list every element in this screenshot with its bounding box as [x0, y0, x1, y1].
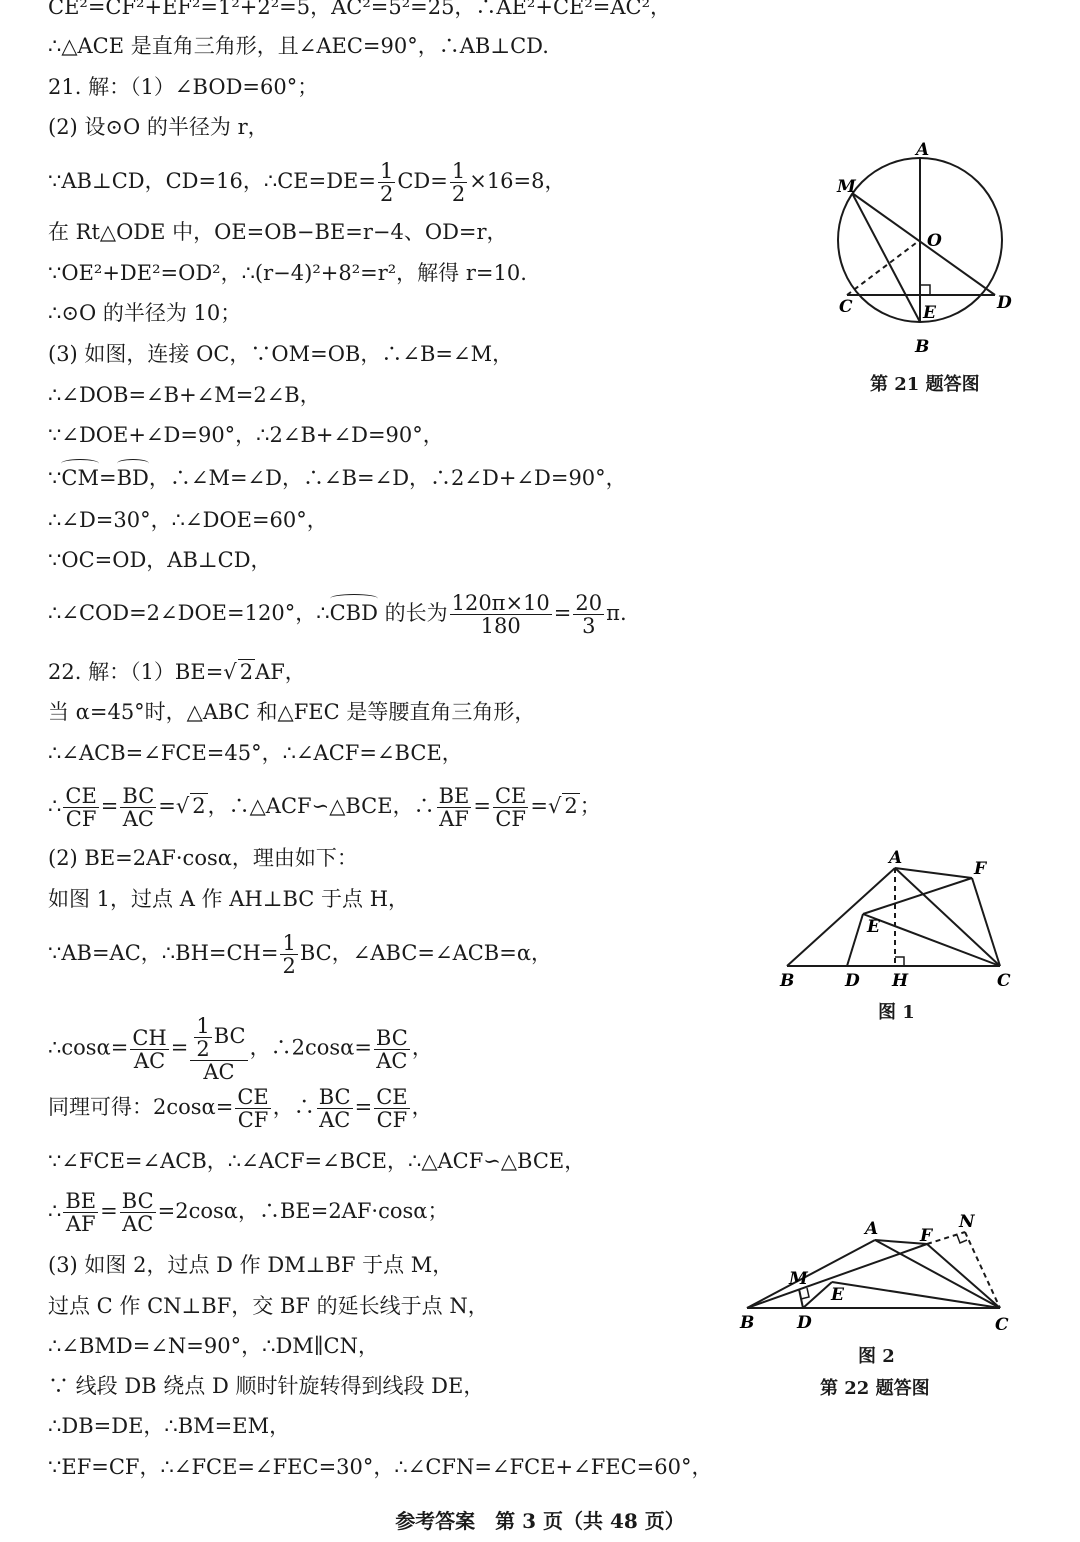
text-line: ∵AB⊥CD，CD=16，∴CE=DE= $\frac{1}{2}$ CD= $\frac{1}{2}$ ×16=8，: [48, 159, 566, 206]
point-label: M: [789, 1269, 808, 1289]
fraction: $\frac{1}{2}$: [379, 159, 394, 206]
text-line: ∴cosα= $\frac{CH}{AC}$ = $\frac{1}{2}$ BC AC ，∴2cosα= $\frac{BC}{AC}$ ，: [48, 1014, 433, 1084]
text-line: ∴∠D=30°，∴∠DOE=60°，: [48, 508, 328, 532]
sqrt: √ 2: [223, 660, 254, 684]
text-line: 当 α=45°时，△ABC 和△FEC 是等腰直角三角形，: [48, 700, 536, 724]
text-line: ∵OC=OD，AB⊥CD，: [48, 548, 272, 572]
segment-md: [852, 193, 995, 295]
point-label: D: [845, 971, 860, 991]
text-line: CE²=CF²+EF²=1²+2²=5，AC²=5²=25，∴AE²+CE²=AC²，: [48, 0, 672, 19]
text-line: (2) BE=2AF·cosα，理由如下：: [48, 846, 358, 870]
fraction: $\frac{CE}{CF}$: [65, 784, 97, 831]
text-line: ∵∠DOE+∠D=90°，∴2∠B+∠D=90°，: [48, 423, 444, 447]
fraction: $\frac{1}{2}$ BC AC: [190, 1015, 247, 1083]
point-label: E: [867, 917, 880, 937]
point-label: B: [915, 337, 930, 357]
point-label: B: [740, 1313, 755, 1333]
fraction: $\frac{120\pi\times 10}{180}$: [451, 591, 550, 638]
point-label: N: [959, 1212, 975, 1232]
page-footer: 参考答案 第 3 页（共 48 页）: [395, 1509, 685, 1533]
solution-22-heading: 22. 解：（1）BE=√ 2AF，: [48, 657, 306, 687]
text-line: ∴∠COD=2∠DOE=120°，∴CBD 的长为 $\frac{120\pi\times 10}{180}$ = $\frac{20}{3}$ π.: [48, 591, 627, 638]
text-line: (2) 设⊙O 的半径为 r，: [48, 115, 269, 139]
point-label: O: [927, 231, 942, 251]
text-line: ∴ $\frac{CE}{CF}$ = $\frac{BC}{AC}$ =√ 2，∴△ACF∽△BCE，∴ $\frac{BE}{AF}$ = $\frac{CE}{CF}$ =√ 2；: [48, 784, 601, 831]
point-label: C: [997, 971, 1011, 991]
text-line: ∴∠BMD=∠N=90°，∴DM∥CN，: [48, 1334, 379, 1358]
figure-22-caption: 第 22 题答图: [820, 1378, 930, 1399]
point-label: F: [920, 1226, 933, 1246]
fraction: $\frac{20}{3}$: [575, 591, 603, 638]
segment-oc-dashed: [847, 240, 920, 295]
segment-af: [895, 868, 972, 878]
point-label: E: [831, 1285, 844, 1305]
figure-22-1: [775, 848, 1025, 993]
text-line: ∴∠DOB=∠B+∠M=2∠B，: [48, 383, 321, 407]
fraction: $\frac{BE}{AF}$: [65, 1189, 97, 1236]
right-angle-mark: [801, 1288, 809, 1299]
fraction: $\frac{BC}{AC}$: [121, 1189, 154, 1236]
text-line: 同理可得：2cosα= $\frac{CE}{CF}$ ，∴ $\frac{BC}{AC}$ = $\frac{CE}{CF}$ ，: [48, 1085, 433, 1132]
point-label: E: [923, 303, 936, 323]
fraction: $\frac{CE}{CF}$: [237, 1085, 269, 1132]
text-line: ∴△ACE 是直角三角形，且∠AEC=90°，∴AB⊥CD.: [48, 34, 549, 58]
text-line: 在 Rt△ODE 中，OE=OB−BE=r−4、OD=r，: [48, 220, 508, 244]
point-label: A: [916, 140, 930, 160]
text-line: (3) 如图 2，过点 D 作 DM⊥BF 于点 M，: [48, 1253, 454, 1277]
text-line: ∵CM=BD，∴∠M=∠D，∴∠B=∠D，∴2∠D+∠D=90°，: [48, 463, 627, 493]
segment-ec: [863, 914, 1000, 966]
fraction: $\frac{BC}{AC}$: [122, 784, 155, 831]
fraction: $\frac{1}{2}$: [196, 1014, 210, 1061]
text-line: ∵AB=AC，∴BH=CH= $\frac{1}{2}$ BC，∠ABC=∠ACB=α，: [48, 931, 553, 978]
text-line: ∵ 线段 DB 绕点 D 顺时针旋转得到线段 DE，: [48, 1374, 485, 1398]
arc-notation: CBD: [330, 598, 378, 628]
fraction: $\frac{BC}{AC}$: [318, 1085, 351, 1132]
text-line: 如图 1，过点 A 作 AH⊥BC 于点 H，: [48, 887, 410, 911]
sqrt: √ 2: [175, 794, 206, 818]
fraction: $\frac{CE}{CF}$: [376, 1085, 408, 1132]
figure-21-caption: 第 21 题答图: [870, 374, 980, 395]
segment-mb: [852, 193, 920, 322]
arc-notation: CM: [61, 463, 99, 493]
text-line: 过点 C 作 CN⊥BF，交 BF 的延长线于点 N，: [48, 1294, 489, 1318]
point-label: H: [892, 971, 909, 991]
text-line: ∴ $\frac{BE}{AF}$ = $\frac{BC}{AC}$ =2cosα，∴BE=2AF·cosα；: [48, 1189, 449, 1236]
figure-22-2-caption: 图 2: [858, 1346, 895, 1367]
fraction: $\frac{1}{2}$: [451, 159, 466, 206]
right-angle-mark: [895, 957, 904, 966]
figure-22-2: [735, 1210, 1015, 1335]
fraction: $\frac{BC}{AC}$: [375, 1025, 408, 1073]
point-label: M: [837, 177, 856, 197]
point-label: D: [997, 293, 1012, 313]
point-label: C: [839, 297, 853, 317]
fraction: $\frac{1}{2}$: [282, 931, 296, 978]
point-label: C: [995, 1315, 1009, 1335]
text-line: ∴⊙O 的半径为 10；: [48, 301, 242, 325]
point-label: B: [780, 971, 795, 991]
segment-ab: [747, 1240, 875, 1308]
sqrt: √ 2: [547, 794, 578, 818]
arc-notation: BD: [117, 463, 149, 493]
solution-21-heading: 21. 解：（1）∠BOD=60°；: [48, 75, 319, 99]
fraction: $\frac{BE}{AF}$: [438, 784, 470, 831]
text-line: ∵OE²+DE²=OD²，∴(r−4)²+8²=r²，解得 r=10.: [48, 261, 527, 285]
text-line: ∴DB=DE，∴BM=EM，: [48, 1414, 291, 1438]
point-label: D: [797, 1313, 812, 1333]
point-label: F: [974, 859, 987, 879]
segment-de: [847, 914, 863, 966]
text-line: (3) 如图，连接 OC，∵OM=OB，∴∠B=∠M，: [48, 342, 514, 366]
text-line: ∵∠FCE=∠ACB，∴∠ACF=∠BCE，∴△ACF∽△BCE，: [48, 1149, 586, 1173]
segment-cn-dashed: [965, 1232, 1000, 1308]
fraction: $\frac{CH}{AC}$: [132, 1025, 167, 1073]
figure-21-circle: [825, 140, 1025, 360]
right-angle-mark: [920, 285, 930, 295]
text-line: ∵EF=CF，∴∠FCE=∠FEC=30°，∴∠CFN=∠FCE+∠FEC=60°，: [48, 1455, 713, 1479]
point-label: A: [865, 1219, 879, 1239]
fraction: $\frac{CE}{CF}$: [494, 784, 527, 831]
text-line: ∴∠ACB=∠FCE=45°，∴∠ACF=∠BCE，: [48, 741, 463, 765]
figure-22-1-caption: 图 1: [878, 1002, 915, 1023]
point-label: A: [889, 848, 903, 868]
right-angle-mark: [957, 1235, 967, 1243]
